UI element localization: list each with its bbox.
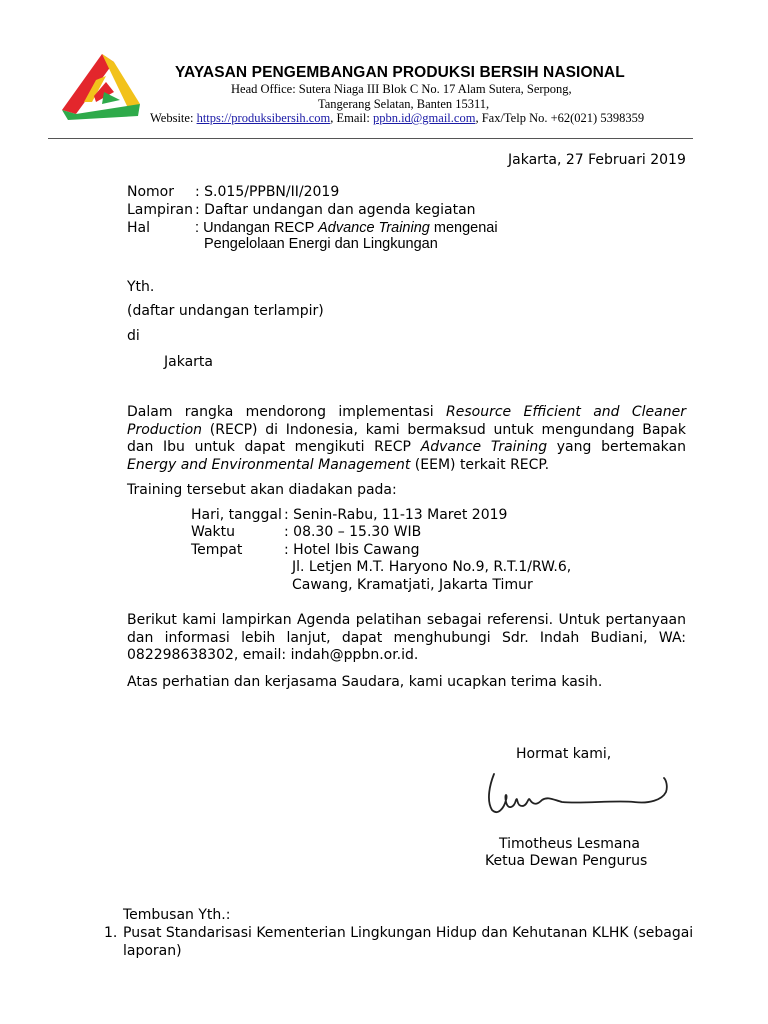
lampiran-label: Lampiran (127, 202, 194, 218)
address-line-1: Head Office: Sutera Niaga III Blok C No. 17 Alam Sutera, Serpong, (231, 82, 572, 96)
signer-name: Timotheus Lesmana (499, 836, 640, 852)
signature (484, 770, 674, 820)
nomor-label: Nomor (127, 184, 174, 200)
contact-line (150, 111, 644, 126)
hari-value: : Senin-Rabu, 11-13 Maret 2019 (284, 507, 508, 523)
hal-colon: : (195, 220, 200, 236)
recipient-city: Jakarta (164, 354, 213, 370)
email-link[interactable]: ppbn.id@gmail.com (372, 111, 476, 125)
waktu-label: Waktu (191, 524, 235, 540)
closing-salutation: Hormat kami, (516, 746, 612, 762)
venue-address-1: Jl. Letjen M.T. Haryono No.9, R.T.1/RW.6, (292, 559, 572, 575)
hal-line-2: Pengelolaan Energi dan Lingkungan (204, 236, 438, 252)
body-paragraph-2: Training tersebut akan diadakan pada: (127, 482, 397, 498)
venue-address-2: Cawang, Kramatjati, Jakarta Timur (292, 577, 533, 593)
hal-label: Hal (127, 220, 150, 236)
tempat-label: Tempat (191, 542, 243, 558)
place-date: Jakarta, 27 Februari 2019 (508, 152, 686, 168)
greeting: Yth. (127, 279, 155, 295)
waktu-value: : 08.30 – 15.30 WIB (284, 524, 422, 540)
hari-label: Hari, tanggal (191, 507, 282, 523)
address-line-2: Tangerang Selatan, Banten 15311, (318, 97, 490, 111)
tempat-value: : Hotel Ibis Cawang (284, 542, 420, 558)
website-label: Website: (150, 111, 197, 125)
header-divider (48, 138, 693, 139)
signer-title: Ketua Dewan Pengurus (485, 853, 648, 869)
fax-telephone: , Fax/Telp No. +62(021) 5398359 (475, 111, 645, 125)
cc-item-number: 1. (104, 925, 118, 941)
cc-item-line-2: laporan) (123, 943, 182, 959)
hal-value (195, 220, 498, 236)
lampiran-value: : Daftar undangan dan agenda kegiatan (195, 202, 476, 218)
body-paragraph-1: Dalam rangka mendorong implementasi Resource Efficient and Cleaner Production (RECP) di Indonesia, kami bermaksud untuk mengundang Bapak dan Ibu untuk dapat mengikuti RECP Advance Training yang bertemakan Energy and Environmental Management (EEM) terkait RECP. (127, 404, 686, 473)
hal-suffix: mengenai (429, 220, 498, 236)
hal-prefix: Undangan RECP (203, 220, 319, 236)
email-label: , Email: (330, 111, 373, 125)
nomor-value: : S.015/PPBN/II/2019 (195, 184, 340, 200)
handwritten-signature-icon (484, 770, 674, 820)
organization-name: YAYASAN PENGEMBANGAN PRODUKSI BERSIH NASIONAL (175, 64, 625, 81)
organization-logo (62, 52, 142, 122)
body-paragraph-4: Atas perhatian dan kerjasama Saudara, kami ucapkan terima kasih. (127, 674, 603, 690)
triangle-logo-icon (62, 52, 142, 122)
hal-italic: Advance Training (318, 220, 430, 236)
cc-item-line-1: Pusat Standarisasi Kementerian Lingkungan Hidup dan Kehutanan KLHK (sebagai (123, 925, 694, 941)
recipient-list: (daftar undangan terlampir) (127, 303, 324, 319)
cc-heading: Tembusan Yth.: (123, 907, 231, 923)
website-link[interactable]: https://produksibersih.com (196, 111, 331, 125)
body-paragraph-3: Berikut kami lampirkan Agenda pelatihan sebagai referensi. Untuk pertanyaan dan informasi lebih lanjut, dapat menghubungi Sdr. Indah Budiani, WA: 082298638302, email: indah@ppbn.or.id. (127, 612, 686, 663)
recipient-at: di (127, 328, 140, 344)
